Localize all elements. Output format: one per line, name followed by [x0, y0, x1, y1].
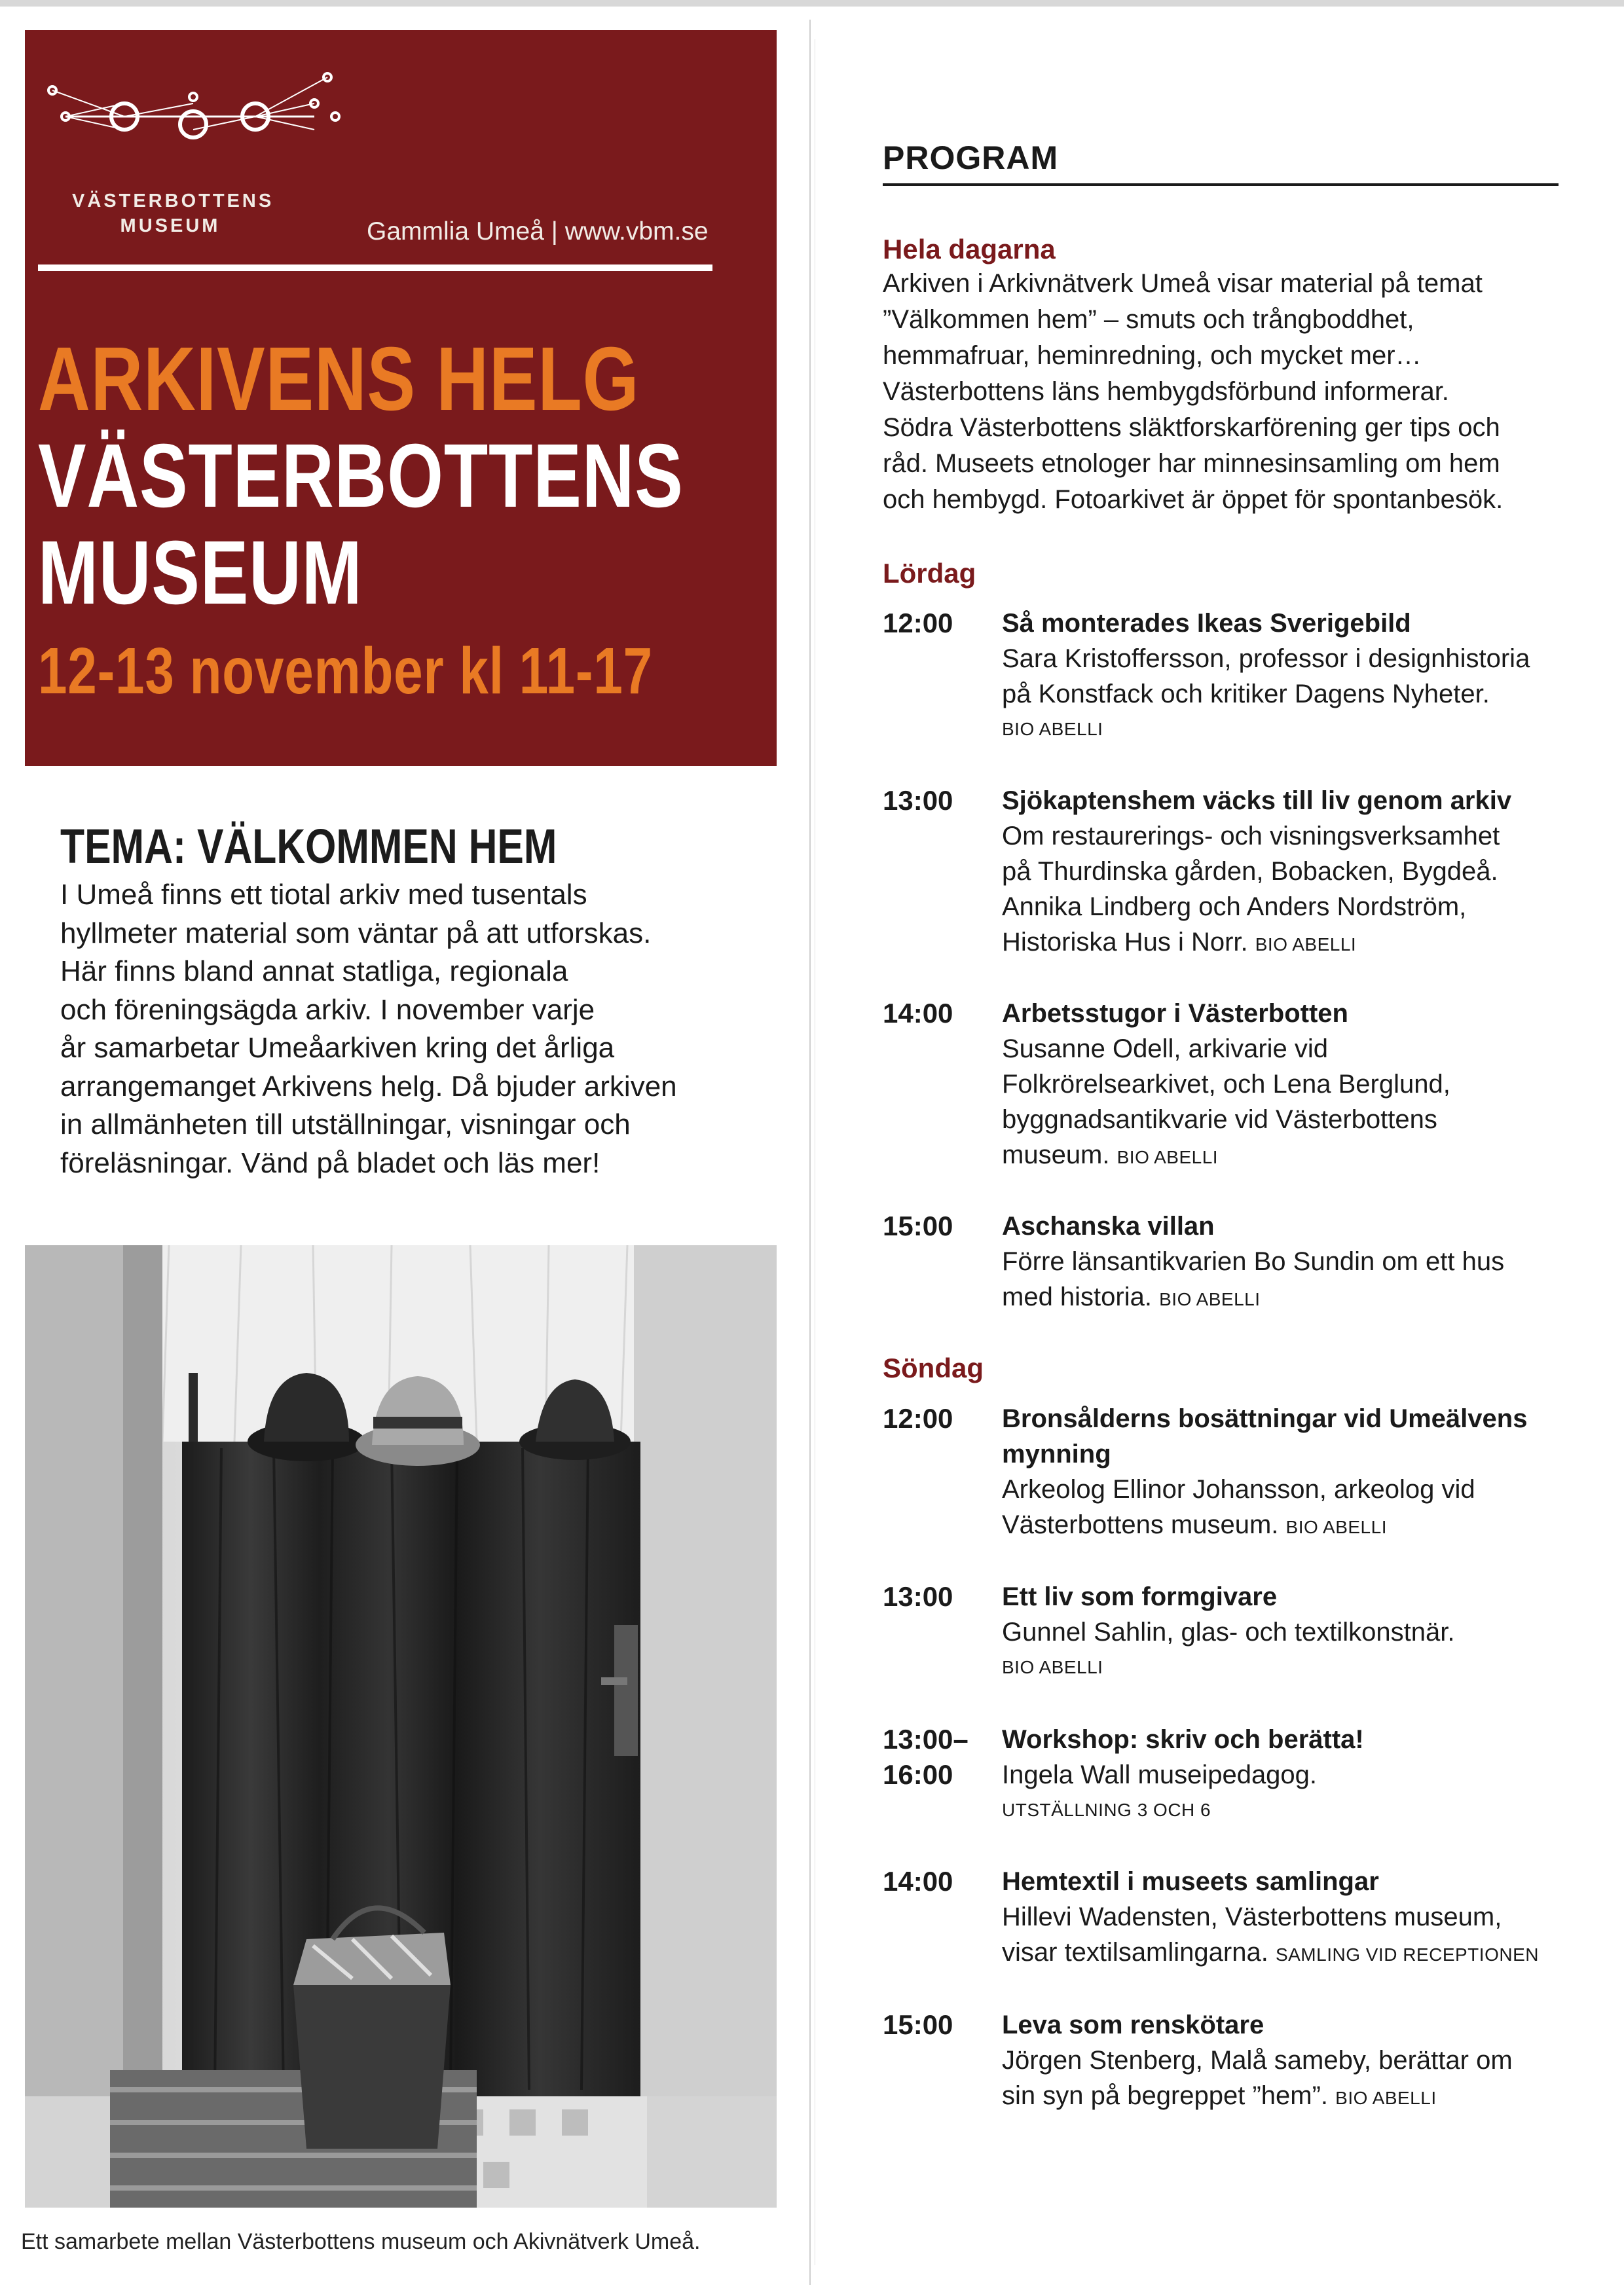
section-sunday: Söndag: [883, 1353, 984, 1383]
event-place: UTSTÄLLNING 3 OCH 6: [1002, 1800, 1211, 1820]
intro-line: och hembygd. Fotoarkivet är öppet för spontanbesök.: [883, 485, 1504, 514]
event-line: Historiska Hus i Norr.: [1002, 928, 1248, 957]
headline-venue-1: VÄSTERBOTTENS: [38, 426, 684, 526]
theme-line: år samarbetar Umeåarkiven kring det årliga: [60, 1032, 615, 1064]
event-place: BIO ABELLI: [1002, 719, 1103, 739]
event-line: Sara Kristoffersson, professor i designhistoria: [1002, 644, 1530, 673]
theme-line: in allmänheten till utställningar, visningar och: [60, 1108, 631, 1140]
event-time: 15:00: [883, 1211, 953, 1241]
event-title: Arbetsstugor i Västerbotten: [1002, 999, 1348, 1028]
program-rule: [883, 183, 1559, 186]
theme-title: TEMA: VÄLKOMMEN HEM: [60, 819, 557, 873]
headline-venue-2: MUSEUM: [38, 522, 363, 623]
event-place: BIO ABELLI: [1116, 1147, 1219, 1167]
intro-line: hemmafruar, heminredning, och mycket mer…: [883, 341, 1422, 370]
event-line: Annika Lindberg och Anders Nordström,: [1002, 892, 1467, 921]
logo-line-1: VÄSTERBOTTENS: [72, 191, 274, 211]
event-line: Susanne Odell, arkivarie vid: [1002, 1034, 1329, 1063]
event-time: 14:00: [883, 998, 953, 1029]
event-place: SAMLING VID RECEPTIONEN: [1275, 1944, 1539, 1965]
event-time: 13:00: [883, 785, 953, 816]
event-time: 13:00: [883, 1581, 953, 1612]
event-title: Workshop: skriv och berätta!: [1002, 1725, 1364, 1754]
event-place: BIO ABELLI: [1335, 2088, 1437, 2108]
event-line: Hillevi Wadensten, Västerbottens museum,: [1002, 1903, 1502, 1931]
event-line: Om restaurerings- och visningsverksamhet: [1002, 822, 1500, 850]
event-title: Hemtextil i museets samlingar: [1002, 1867, 1379, 1896]
theme-line: föreläsningar. Vänd på bladet och läs mer!: [60, 1146, 600, 1179]
intro-line: råd. Museets etnologer har minnesinsamling om hem: [883, 449, 1500, 478]
event-title: Ett liv som formgivare: [1002, 1582, 1278, 1611]
intro-line: Arkiven i Arkivnätverk Umeå visar material på temat: [883, 269, 1483, 298]
event-line: Västerbottens museum.: [1002, 1510, 1279, 1539]
theme-text: [60, 876, 754, 1182]
logo-line-2: MUSEUM: [120, 215, 221, 236]
fold-line: [809, 20, 811, 2285]
panel-divider: [38, 264, 712, 271]
event-title: Så monterades Ikeas Sverigebild: [1002, 609, 1411, 638]
event-line: på Thurdinska gården, Bobacken, Bygdeå.: [1002, 857, 1498, 886]
event-line: Jörgen Stenberg, Malå sameby, berättar om: [1002, 2046, 1513, 2075]
theme-line: och föreningsägda arkiv. I november varje: [60, 993, 595, 1026]
event-line: museum.: [1002, 1140, 1110, 1169]
event-time: 12:00: [883, 1403, 953, 1434]
event-line: på Konstfack och kritiker Dagens Nyheter.: [1002, 680, 1490, 708]
theme-line: Här finns bland annat statliga, regionala: [60, 955, 568, 987]
event-line: Folkrörelsearkivet, och Lena Berglund,: [1002, 1070, 1450, 1099]
credit-line: Ett samarbete mellan Västerbottens museum och Akivnätverk Umeå.: [21, 2229, 701, 2254]
event-place: BIO ABELLI: [1159, 1289, 1261, 1309]
hats-on-curtain-photo: [25, 1245, 777, 2208]
scan-top-edge: [0, 0, 1624, 7]
event-line: sin syn på begreppet ”hem”.: [1002, 2081, 1329, 2110]
event-place: BIO ABELLI: [1255, 934, 1357, 955]
event-line: med historia.: [1002, 1283, 1152, 1311]
event-time-end: 16:00: [883, 1759, 953, 1790]
event-title: Bronsålderns bosättningar vid Umeälvens mynning: [1002, 1404, 1528, 1468]
all-days-text: [883, 266, 1577, 518]
event-line: visar textilsamlingarna.: [1002, 1938, 1268, 1967]
museum-logo-icon: [39, 65, 341, 157]
intro-line: Västerbottens läns hembygdsförbund informerar.: [883, 377, 1449, 406]
event-title: Sjökaptenshem väcks till liv genom arkiv: [1002, 786, 1512, 815]
intro-line: ”Välkommen hem” – smuts och trångboddhet,: [883, 305, 1414, 334]
logo-wordmark: [72, 189, 274, 238]
event-place: BIO ABELLI: [1002, 1657, 1103, 1677]
event-place: BIO ABELLI: [1285, 1517, 1387, 1537]
event-time: 15:00: [883, 2009, 953, 2040]
event-title: Aschanska villan: [1002, 1212, 1215, 1241]
event-line: Gunnel Sahlin, glas- och textilkonstnär.: [1002, 1618, 1455, 1647]
theme-line: hyllmeter material som väntar på att utforskas.: [60, 917, 652, 949]
event-time-start: 13:00–: [883, 1724, 969, 1755]
headline-dates: 12-13 november kl 11-17: [38, 634, 653, 708]
event-time: 12:00: [883, 608, 953, 638]
headline-event: ARKIVENS HELG: [38, 329, 640, 429]
theme-line: I Umeå finns ett tiotal arkiv med tusentals: [60, 879, 587, 911]
location-website: Gammlia Umeå | www.vbm.se: [367, 217, 709, 246]
section-saturday: Lördag: [883, 558, 976, 589]
event-line: Arkeolog Ellinor Johansson, arkeolog vid: [1002, 1475, 1475, 1504]
program-title: PROGRAM: [883, 139, 1059, 176]
event-line: byggnadsantikvarie vid Västerbottens: [1002, 1105, 1437, 1134]
event-time: [883, 1722, 987, 1793]
event-line: Ingela Wall museipedagog.: [1002, 1760, 1318, 1789]
event-title: Leva som renskötare: [1002, 2011, 1264, 2039]
theme-line: arrangemanget Arkivens helg. Då bjuder arkiven: [60, 1070, 677, 1102]
section-all-days: Hela dagarna: [883, 234, 1056, 264]
event-time: 14:00: [883, 1866, 953, 1897]
intro-line: Södra Västerbottens släktforskarförening ger tips och: [883, 413, 1500, 442]
event-line: Förre länsantikvarien Bo Sundin om ett hus: [1002, 1247, 1505, 1276]
